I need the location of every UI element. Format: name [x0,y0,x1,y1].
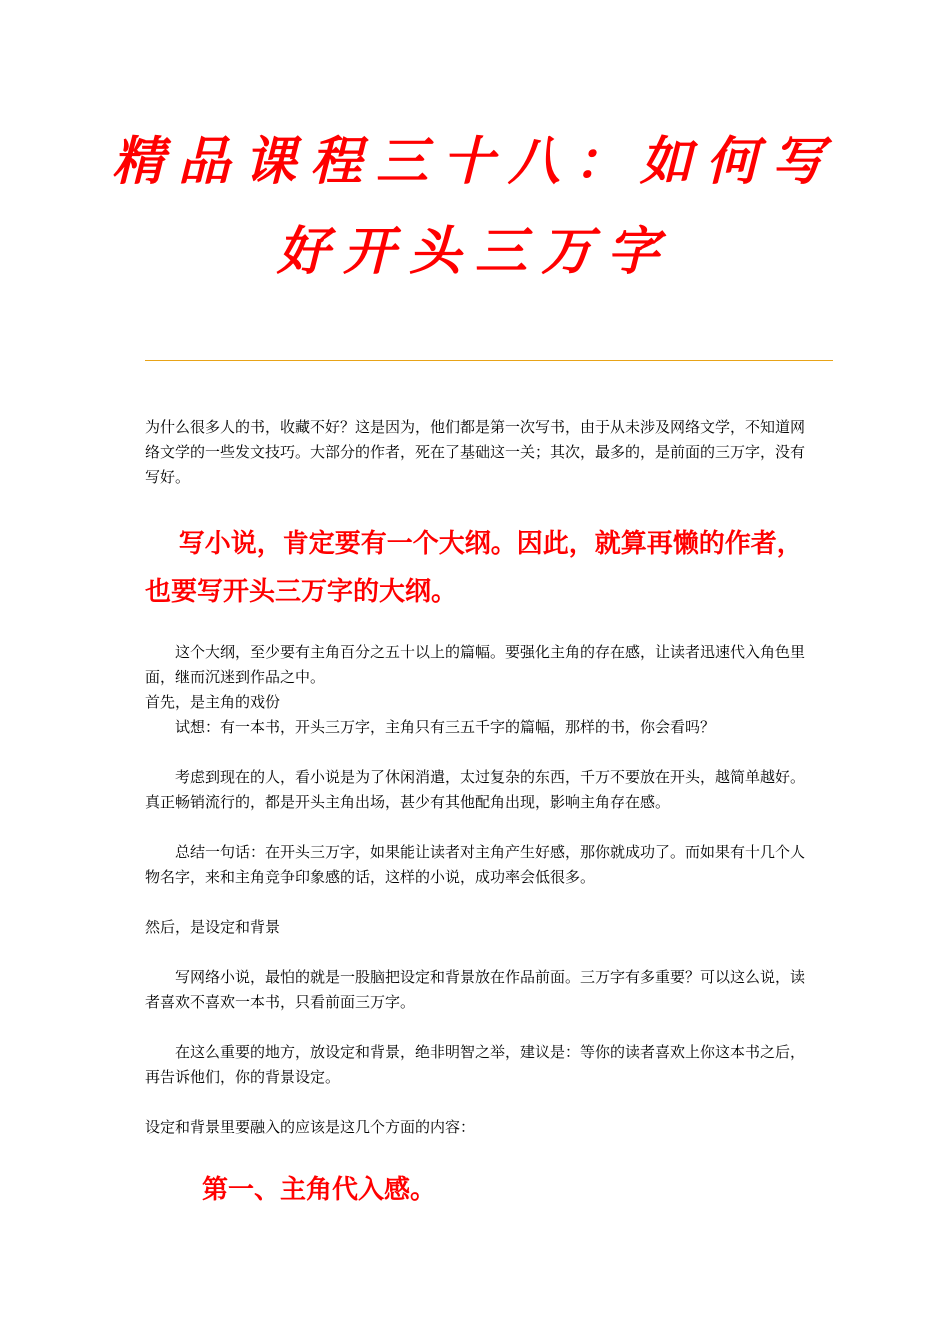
body-paragraph-2: 试想：有一本书，开头三万字，主角只有三五千字的篇幅，那样的书，你会看吗？ [175,718,716,736]
section-heading-1: 首先，是主角的戏份 [145,693,281,711]
body-paragraph-4: 总结一句话：在开头三万字，如果能让读者对主角产生好感，那你就成功了。而如果有十几个人物名字，来和主角竞争印象感的话，这样的小说，成功率会低很多。 [145,843,806,886]
body-paragraph-3: 考虑到现在的人，看小说是为了休闲消遣，太过复杂的东西，千万不要放在开头，越简单越好。真正畅销流行的，都是开头主角出场，甚少有其他配角出现，影响主角存在感。 [145,768,806,811]
divider-rule [145,360,833,361]
highlight-paragraph: 写小说，肯定要有一个大纲。因此，就算再懒的作者，也要写开头三万字的大纲。 [145,529,803,607]
body-paragraph-7: 设定和背景里要融入的应该是这几个方面的内容： [145,1118,476,1136]
body-paragraph-6: 在这么重要的地方，放设定和背景，绝非明智之举，建议是：等你的读者喜欢上你这本书之后，再告诉他们，你的背景设定。 [145,1043,806,1086]
page-title-line-1: 精品课程三十八：如何写 [111,131,838,192]
section-heading-2: 然后，是设定和背景 [145,918,281,936]
body-paragraph-1: 这个大纲，至少要有主角百分之五十以上的篇幅。要强化主角的存在感，让读者迅速代入角色里面，继而沉迷到作品之中。 [145,643,806,686]
body-paragraph-5: 写网络小说，最怕的就是一股脑把设定和背景放在作品前面。三万字有多重要？可以这么说，读者喜欢不喜欢一本书，只看前面三万字。 [145,968,806,1011]
subheading-first: 第一、主角代入感。 [202,1175,437,1205]
intro-paragraph: 为什么很多人的书，收藏不好？这是因为，他们都是第一次写书，由于从未涉及网络文学，不知道网络文学的一些发文技巧。大部分的作者，死在了基础这一关；其次，最多的，是前面的三万字，没有写好。 [145,418,806,486]
page-title-line-2: 好开头三万字 [276,221,673,282]
